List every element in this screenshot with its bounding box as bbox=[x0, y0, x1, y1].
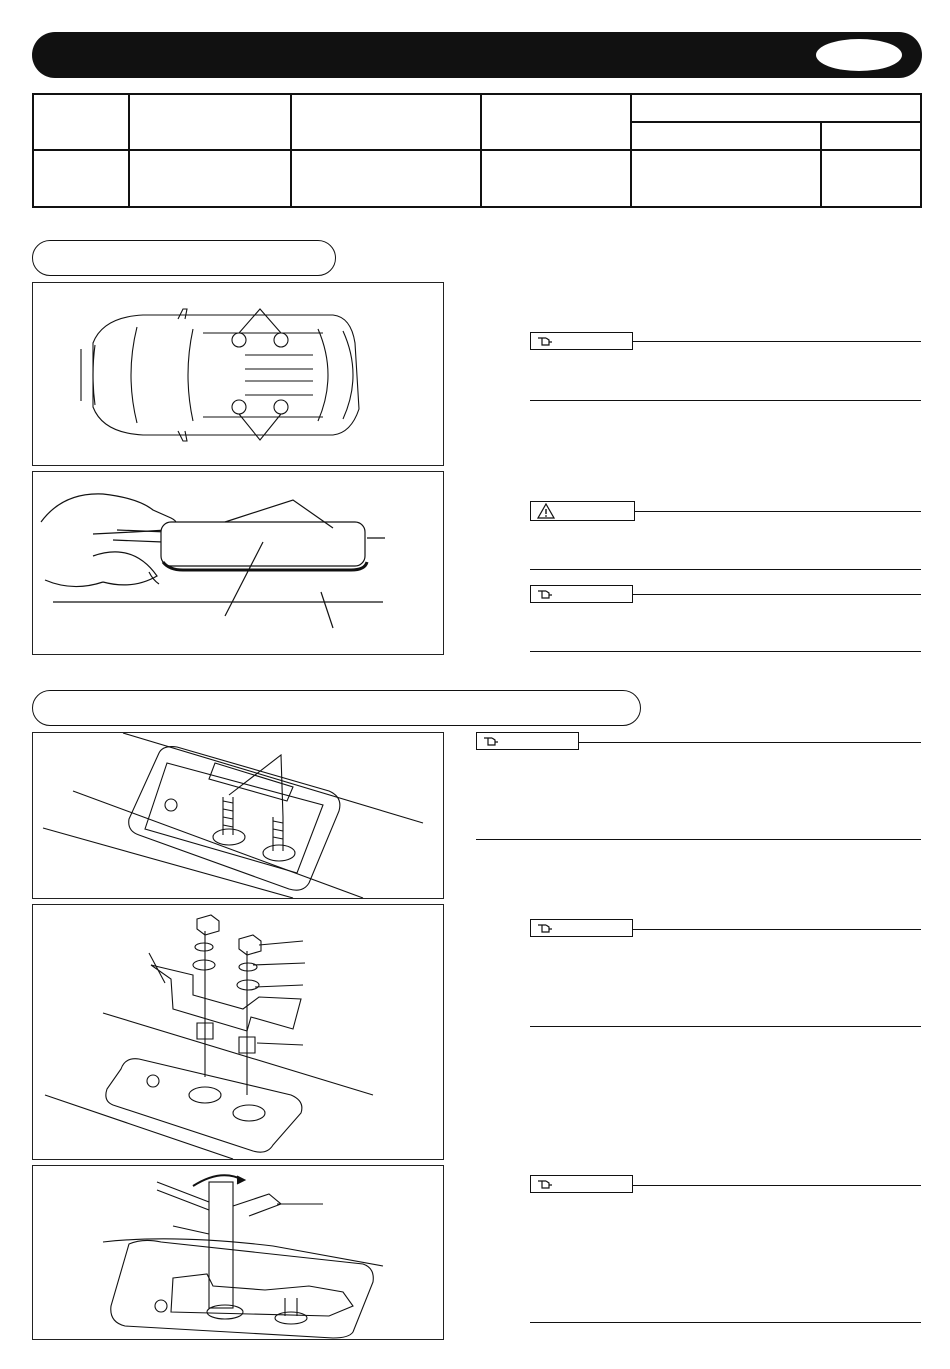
note-tag bbox=[530, 585, 633, 603]
note-rule bbox=[633, 1185, 921, 1186]
note-tag bbox=[476, 732, 579, 750]
figure-tighten-wrench bbox=[32, 1165, 444, 1340]
page-badge bbox=[816, 39, 902, 71]
note-rule bbox=[530, 1026, 921, 1027]
pointing-hand-icon bbox=[537, 588, 553, 600]
spec-cell bbox=[631, 94, 921, 122]
spec-cell bbox=[291, 150, 481, 207]
warning-triangle-icon bbox=[537, 503, 555, 519]
pointing-hand-icon bbox=[483, 735, 499, 747]
spec-table bbox=[32, 93, 922, 208]
pointing-hand-icon bbox=[537, 1178, 553, 1190]
spec-cell bbox=[481, 94, 631, 150]
spec-cell bbox=[631, 122, 821, 150]
figure-bracket-exploded bbox=[32, 904, 444, 1160]
spec-cell bbox=[631, 150, 821, 207]
note-rule bbox=[633, 594, 921, 595]
spec-cell bbox=[821, 122, 921, 150]
figure-car-top-view bbox=[32, 282, 444, 466]
spec-cell bbox=[291, 94, 481, 150]
note-rule bbox=[579, 742, 921, 743]
spec-cell bbox=[821, 150, 921, 207]
figure-hand-wipe bbox=[32, 471, 444, 655]
spec-cell bbox=[33, 94, 129, 150]
caution-tag bbox=[530, 501, 635, 521]
pointing-hand-icon bbox=[537, 335, 553, 347]
spec-cell bbox=[129, 94, 291, 150]
figure-rail-studs bbox=[32, 732, 444, 899]
section-title-1 bbox=[32, 240, 336, 276]
note-tag bbox=[530, 332, 633, 350]
note-rule bbox=[530, 400, 921, 401]
section-title-2 bbox=[32, 690, 641, 726]
note-rule bbox=[635, 511, 921, 512]
note-rule bbox=[530, 569, 921, 570]
spec-cell bbox=[481, 150, 631, 207]
note-rule bbox=[633, 929, 921, 930]
note-rule bbox=[530, 1322, 921, 1323]
note-rule bbox=[530, 651, 921, 652]
note-rule bbox=[476, 839, 921, 840]
header-bar bbox=[32, 32, 922, 78]
note-tag bbox=[530, 919, 633, 937]
note-rule bbox=[633, 341, 921, 342]
pointing-hand-icon bbox=[537, 922, 553, 934]
note-tag bbox=[530, 1175, 633, 1193]
spec-cell bbox=[129, 150, 291, 207]
spec-cell bbox=[33, 150, 129, 207]
